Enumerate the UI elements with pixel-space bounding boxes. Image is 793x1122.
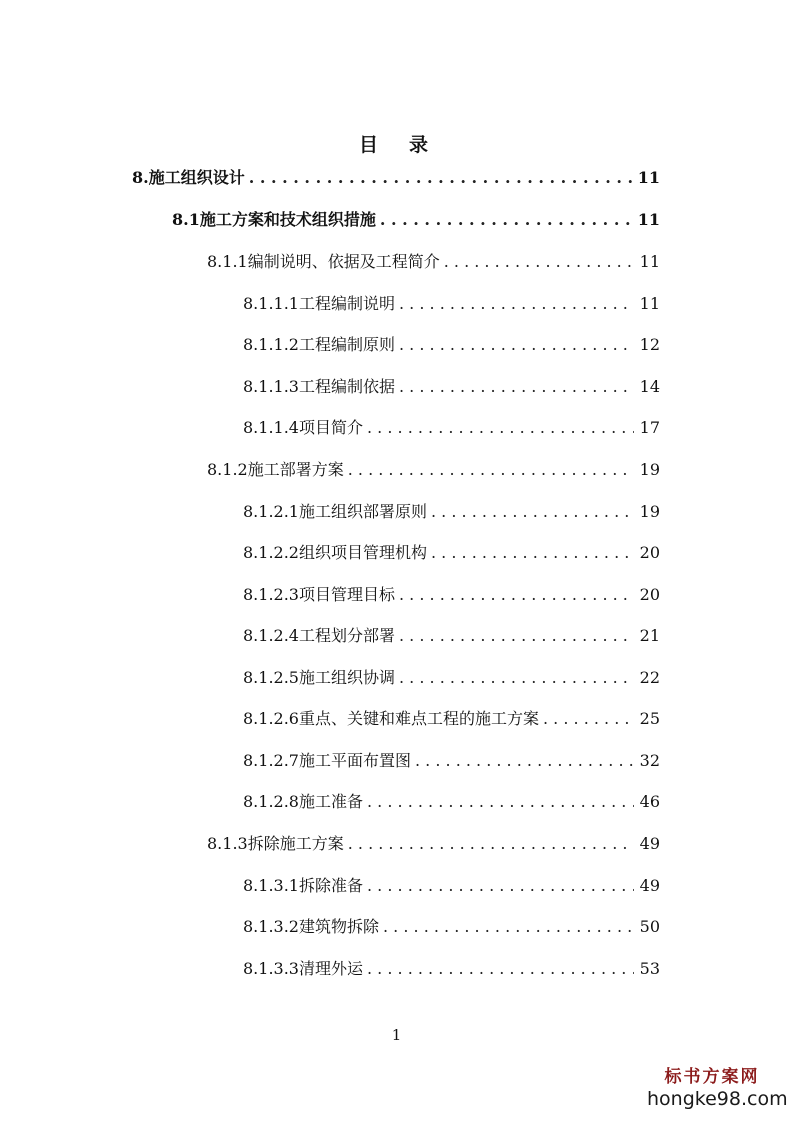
toc-entry[interactable]: [243, 957, 660, 981]
toc-entry-label: 工程编制说明: [298, 294, 395, 313]
toc-entry[interactable]: [243, 583, 660, 607]
toc-entry-page: 11: [639, 252, 660, 271]
toc-entry-number: 8.1.3: [207, 834, 248, 853]
toc-dot-leader: [431, 541, 634, 565]
toc-dot-leader: [383, 915, 634, 939]
toc-title: 目 录: [358, 134, 434, 156]
toc-entry-page: 20: [639, 543, 660, 562]
toc-entry[interactable]: [243, 292, 660, 316]
toc-entry-page: 49: [639, 876, 660, 895]
toc-entry-page: 53: [639, 959, 660, 978]
toc-entry-page: 25: [639, 709, 660, 728]
toc-entry-label: 拆除准备: [298, 876, 363, 895]
toc-entry-page: 50: [639, 917, 660, 936]
toc-entry[interactable]: [243, 375, 660, 399]
toc-entry-label: 施工平面布置图: [298, 751, 411, 770]
toc-entry-label: 施工准备: [298, 792, 363, 811]
toc-entry-number: 8.1.3.2: [243, 917, 299, 936]
toc-entry-label: 施工组织设计: [148, 168, 245, 187]
toc-entry-page: 11: [637, 210, 660, 229]
toc-entry-page: 11: [639, 294, 660, 313]
toc-entry[interactable]: [243, 333, 660, 357]
toc-dot-leader: [367, 790, 634, 814]
toc-entry[interactable]: [243, 707, 660, 731]
toc-entry[interactable]: [243, 749, 660, 773]
toc-entry-label: 清理外运: [298, 959, 363, 978]
toc-entry-label: 工程划分部署: [298, 626, 395, 645]
toc-dot-leader: [399, 624, 634, 648]
toc-entry-label: 工程编制原则: [298, 335, 395, 354]
toc-entry-label: 施工方案和技术组织措施: [199, 210, 376, 229]
toc-entry[interactable]: [243, 416, 660, 440]
toc-entry-page: 19: [639, 460, 660, 479]
toc-entry-number: 8.1.2: [207, 460, 248, 479]
toc-entry-label: 建筑物拆除: [298, 917, 379, 936]
toc-entry-number: 8.1.2.6: [243, 709, 299, 728]
toc-entry-number: 8.1.1: [207, 252, 248, 271]
toc-entry-number: 8.1.1.4: [243, 418, 299, 437]
toc-dot-leader: [431, 500, 634, 524]
toc-dot-leader: [348, 458, 634, 482]
toc-entry-number: 8.1.1.3: [243, 377, 299, 396]
toc-entry[interactable]: [207, 250, 660, 274]
toc-entry-number: 8.1.2.8: [243, 792, 299, 811]
toc-entry[interactable]: [207, 832, 660, 856]
toc-entry-number: 8.1.3.1: [243, 876, 299, 895]
toc-entry-number: 8.1: [172, 210, 200, 229]
toc-entry[interactable]: [243, 541, 660, 565]
toc-entry-page: 19: [639, 502, 660, 521]
toc-entry-label: 组织项目管理机构: [298, 543, 427, 562]
toc-entry-page: 14: [639, 377, 660, 396]
toc-dot-leader: [367, 874, 634, 898]
toc-entry[interactable]: [243, 500, 660, 524]
toc-entry-number: 8.1.2.5: [243, 668, 299, 687]
toc-dot-leader: [348, 832, 634, 856]
toc-dot-leader: [399, 666, 634, 690]
toc-entry-label: 项目管理目标: [298, 585, 395, 604]
toc-entry[interactable]: [243, 790, 660, 814]
toc-entry[interactable]: [243, 624, 660, 648]
toc-entry-label: 编制说明、依据及工程简介: [247, 252, 440, 271]
toc-entry-number: 8.1.1.2: [243, 335, 299, 354]
watermark-domain: hongke98.com: [647, 1088, 788, 1110]
toc-dot-leader: [249, 166, 634, 190]
toc-entry-number: 8.1.1.1: [243, 294, 299, 313]
toc-entry-page: 21: [639, 626, 660, 645]
toc-entry-page: 17: [639, 418, 660, 437]
toc-entry[interactable]: [207, 458, 660, 482]
toc-dot-leader: [367, 957, 634, 981]
toc-entry-number: 8.: [132, 168, 149, 187]
toc-entry-number: 8.1.2.4: [243, 626, 299, 645]
toc-dot-leader: [543, 707, 634, 731]
toc-entry-page: 46: [639, 792, 660, 811]
watermark: [647, 1066, 788, 1110]
toc-dot-leader: [399, 292, 634, 316]
toc-entry[interactable]: [243, 874, 660, 898]
toc-entry-number: 8.1.2.2: [243, 543, 299, 562]
toc-entry-label: 项目简介: [298, 418, 363, 437]
toc-entry-page: 20: [639, 585, 660, 604]
toc-entry-number: 8.1.2.1: [243, 502, 299, 521]
page-number: 1: [391, 1026, 402, 1044]
toc-entry[interactable]: [243, 915, 660, 939]
toc-dot-leader: [399, 583, 634, 607]
toc-dot-leader: [399, 375, 634, 399]
toc-entry[interactable]: [172, 208, 660, 232]
watermark-site-name: 标书方案网: [664, 1067, 760, 1087]
toc-dot-leader: [399, 333, 634, 357]
toc-dot-leader: [444, 250, 634, 274]
toc-entry-label: 拆除施工方案: [247, 834, 344, 853]
toc-dot-leader: [415, 749, 634, 773]
toc-entry-label: 施工组织协调: [298, 668, 395, 687]
toc-entry-page: 49: [639, 834, 660, 853]
toc-entry-number: 8.1.3.3: [243, 959, 299, 978]
toc-entry-label: 施工组织部署原则: [298, 502, 427, 521]
toc-entry-page: 11: [637, 168, 660, 187]
toc-entry[interactable]: [132, 166, 660, 190]
toc-entry-page: 32: [639, 751, 660, 770]
toc-entry-number: 8.1.2.3: [243, 585, 299, 604]
toc-dot-leader: [380, 208, 634, 232]
toc-entry[interactable]: [243, 666, 660, 690]
toc-entry-number: 8.1.2.7: [243, 751, 299, 770]
toc-entry-label: 工程编制依据: [298, 377, 395, 396]
toc-entry-page: 12: [639, 335, 660, 354]
toc-entry-label: 重点、关键和难点工程的施工方案: [298, 709, 539, 728]
toc-entry-label: 施工部署方案: [247, 460, 344, 479]
toc-dot-leader: [367, 416, 634, 440]
toc-entry-page: 22: [639, 668, 660, 687]
